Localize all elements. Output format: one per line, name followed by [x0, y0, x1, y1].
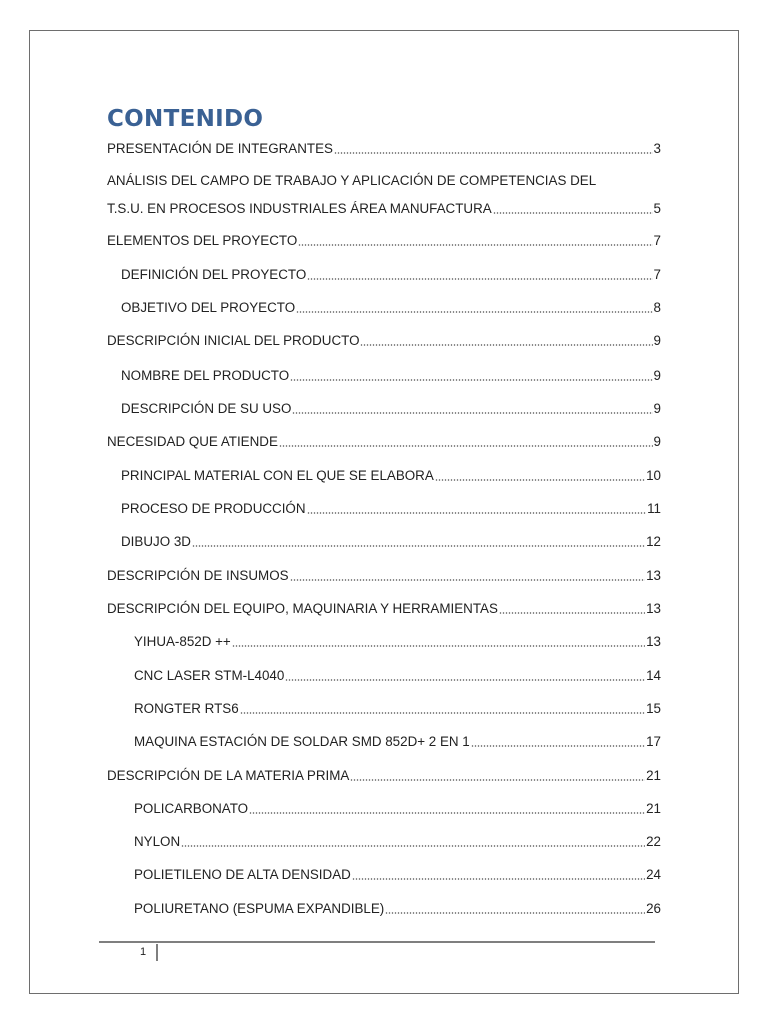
toc-entry-insumos[interactable] [107, 565, 661, 585]
footer-page-number: 1 [140, 946, 147, 958]
toc-entry-title: NECESIDAD QUE ATIENDE [107, 434, 278, 449]
toc-entry-title: NYLON [134, 834, 181, 849]
toc-entry-uso[interactable] [121, 398, 661, 418]
toc-entry-policarbonato[interactable] [134, 798, 661, 818]
toc-entry-title: DESCRIPCIÓN DE LA MATERIA PRIMA [107, 768, 350, 783]
dot-leader [240, 712, 645, 714]
toc-entry-page: 9 [653, 368, 661, 383]
toc-entry-page: 7 [653, 233, 661, 248]
toc-entry-title: POLIETILENO DE ALTA DENSIDAD [134, 867, 351, 882]
dot-leader [385, 912, 645, 914]
toc-entry-page: 8 [653, 300, 661, 315]
toc-entry-analisis-line1[interactable]: ANÁLISIS DEL CAMPO DE TRABAJO Y APLICACIÓN DE COMPETENCIAS DEL [107, 173, 597, 188]
dot-leader [279, 445, 653, 447]
dot-leader [352, 878, 645, 880]
toc-entry-yihua[interactable] [134, 631, 661, 651]
toc-entry-equipo[interactable] [107, 598, 661, 618]
dot-leader [181, 845, 645, 847]
toc-entry-page: 5 [653, 201, 661, 216]
dot-leader [292, 412, 652, 414]
toc-entry-material[interactable] [121, 465, 661, 485]
toc-entry-title: DESCRIPCIÓN DE SU USO [121, 401, 292, 416]
dot-leader [232, 645, 645, 647]
toc-entry-title: NOMBRE DEL PRODUCTO [121, 368, 290, 383]
toc-entry-page: 26 [646, 901, 661, 916]
toc-entry-necesidad[interactable] [107, 431, 661, 451]
toc-entry-nombre[interactable] [121, 365, 661, 385]
dot-leader [298, 244, 652, 246]
toc-entry-title: PRESENTACIÓN DE INTEGRANTES [107, 141, 333, 156]
toc-entry-title: PRINCIPAL MATERIAL CON EL QUE SE ELABORA [121, 468, 434, 483]
toc-entry-title: POLIURETANO (ESPUMA EXPANDIBLE) [134, 901, 385, 916]
toc-entry-title: RONGTER RTS6 [134, 701, 239, 716]
toc-entry-title: DESCRIPCIÓN DE INSUMOS [107, 568, 289, 583]
dot-leader [350, 779, 645, 781]
toc-entry-objetivo[interactable] [121, 297, 661, 317]
toc-entry-definicion[interactable] [121, 264, 661, 284]
toc-entry-page: 9 [653, 434, 661, 449]
dot-leader [471, 745, 645, 747]
toc-entry-title: ELEMENTOS DEL PROYECTO [107, 233, 298, 248]
toc-entry-page: 12 [646, 534, 661, 549]
footer-rule [99, 941, 655, 943]
toc-entry-page: 3 [653, 141, 661, 156]
dot-leader [307, 512, 647, 514]
toc-entry-analisis[interactable] [107, 198, 661, 218]
toc-entry-page: 22 [646, 834, 661, 849]
toc-entry-descripcion-inicial[interactable] [107, 330, 661, 350]
toc-entry-page: 9 [653, 401, 661, 416]
toc-entry-title: CNC LASER STM-L4040 [134, 668, 285, 683]
dot-leader [499, 612, 645, 614]
dot-leader [285, 679, 645, 681]
toc-entry-page: 13 [646, 601, 661, 616]
toc-entry-title: T.S.U. EN PROCESOS INDUSTRIALES ÁREA MANUFACTURA [107, 201, 492, 216]
toc-entry-maquina-soldar[interactable] [134, 731, 661, 751]
toc-entry-poliuretano[interactable] [134, 898, 661, 918]
dot-leader [307, 278, 652, 280]
dot-leader [249, 812, 645, 814]
toc-entry-page: 14 [646, 668, 661, 683]
toc-entry-page: 7 [653, 267, 661, 282]
toc-entry-page: 13 [646, 634, 661, 649]
toc-entry-title: PROCESO DE PRODUCCIÓN [121, 501, 306, 516]
toc-entry-title: DESCRIPCIÓN DEL EQUIPO, MAQUINARIA Y HERRAMIENTAS [107, 601, 498, 616]
toc-heading: CONTENIDO [107, 106, 264, 132]
toc-entry-elementos[interactable] [107, 230, 661, 250]
toc-entry-proceso[interactable] [121, 498, 661, 518]
toc-entry-title: DIBUJO 3D [121, 534, 191, 549]
dot-leader [360, 344, 652, 346]
dot-leader [296, 311, 652, 313]
toc-entry-title: OBJETIVO DEL PROYECTO [121, 300, 296, 315]
toc-entry-page: 17 [646, 734, 661, 749]
footer-separator [156, 944, 158, 961]
toc-entry-rongter[interactable] [134, 698, 661, 718]
dot-leader [435, 479, 645, 481]
toc-entry-page: 13 [646, 568, 661, 583]
toc-entry-polietileno[interactable] [134, 864, 661, 884]
toc-entry-page: 21 [646, 801, 661, 816]
dot-leader [493, 212, 653, 214]
dot-leader [192, 545, 645, 547]
toc-entry-presentacion[interactable] [107, 138, 661, 158]
toc-entry-page: 9 [653, 333, 661, 348]
toc-entry-title: DESCRIPCIÓN INICIAL DEL PRODUCTO [107, 333, 360, 348]
dot-leader [290, 579, 646, 581]
toc-entry-cnc-laser[interactable] [134, 665, 661, 685]
toc-entry-page: 15 [646, 701, 661, 716]
toc-entry-nylon[interactable] [134, 831, 661, 851]
dot-leader [290, 379, 652, 381]
toc-entry-page: 21 [646, 768, 661, 783]
toc-entry-dibujo[interactable] [121, 531, 661, 551]
toc-entry-page: 24 [646, 867, 661, 882]
dot-leader [334, 152, 653, 154]
toc-entry-title: MAQUINA ESTACIÓN DE SOLDAR SMD 852D+ 2 EN 1 [134, 734, 470, 749]
toc-entry-page: 10 [646, 468, 661, 483]
toc-entry-title: POLICARBONATO [134, 801, 249, 816]
toc-entry-title: YIHUA-852D ++ [134, 634, 231, 649]
toc-entry-title: DEFINICIÓN DEL PROYECTO [121, 267, 307, 282]
toc-entry-page: 11 [647, 501, 661, 516]
toc-entry-materia-prima[interactable] [107, 765, 661, 785]
